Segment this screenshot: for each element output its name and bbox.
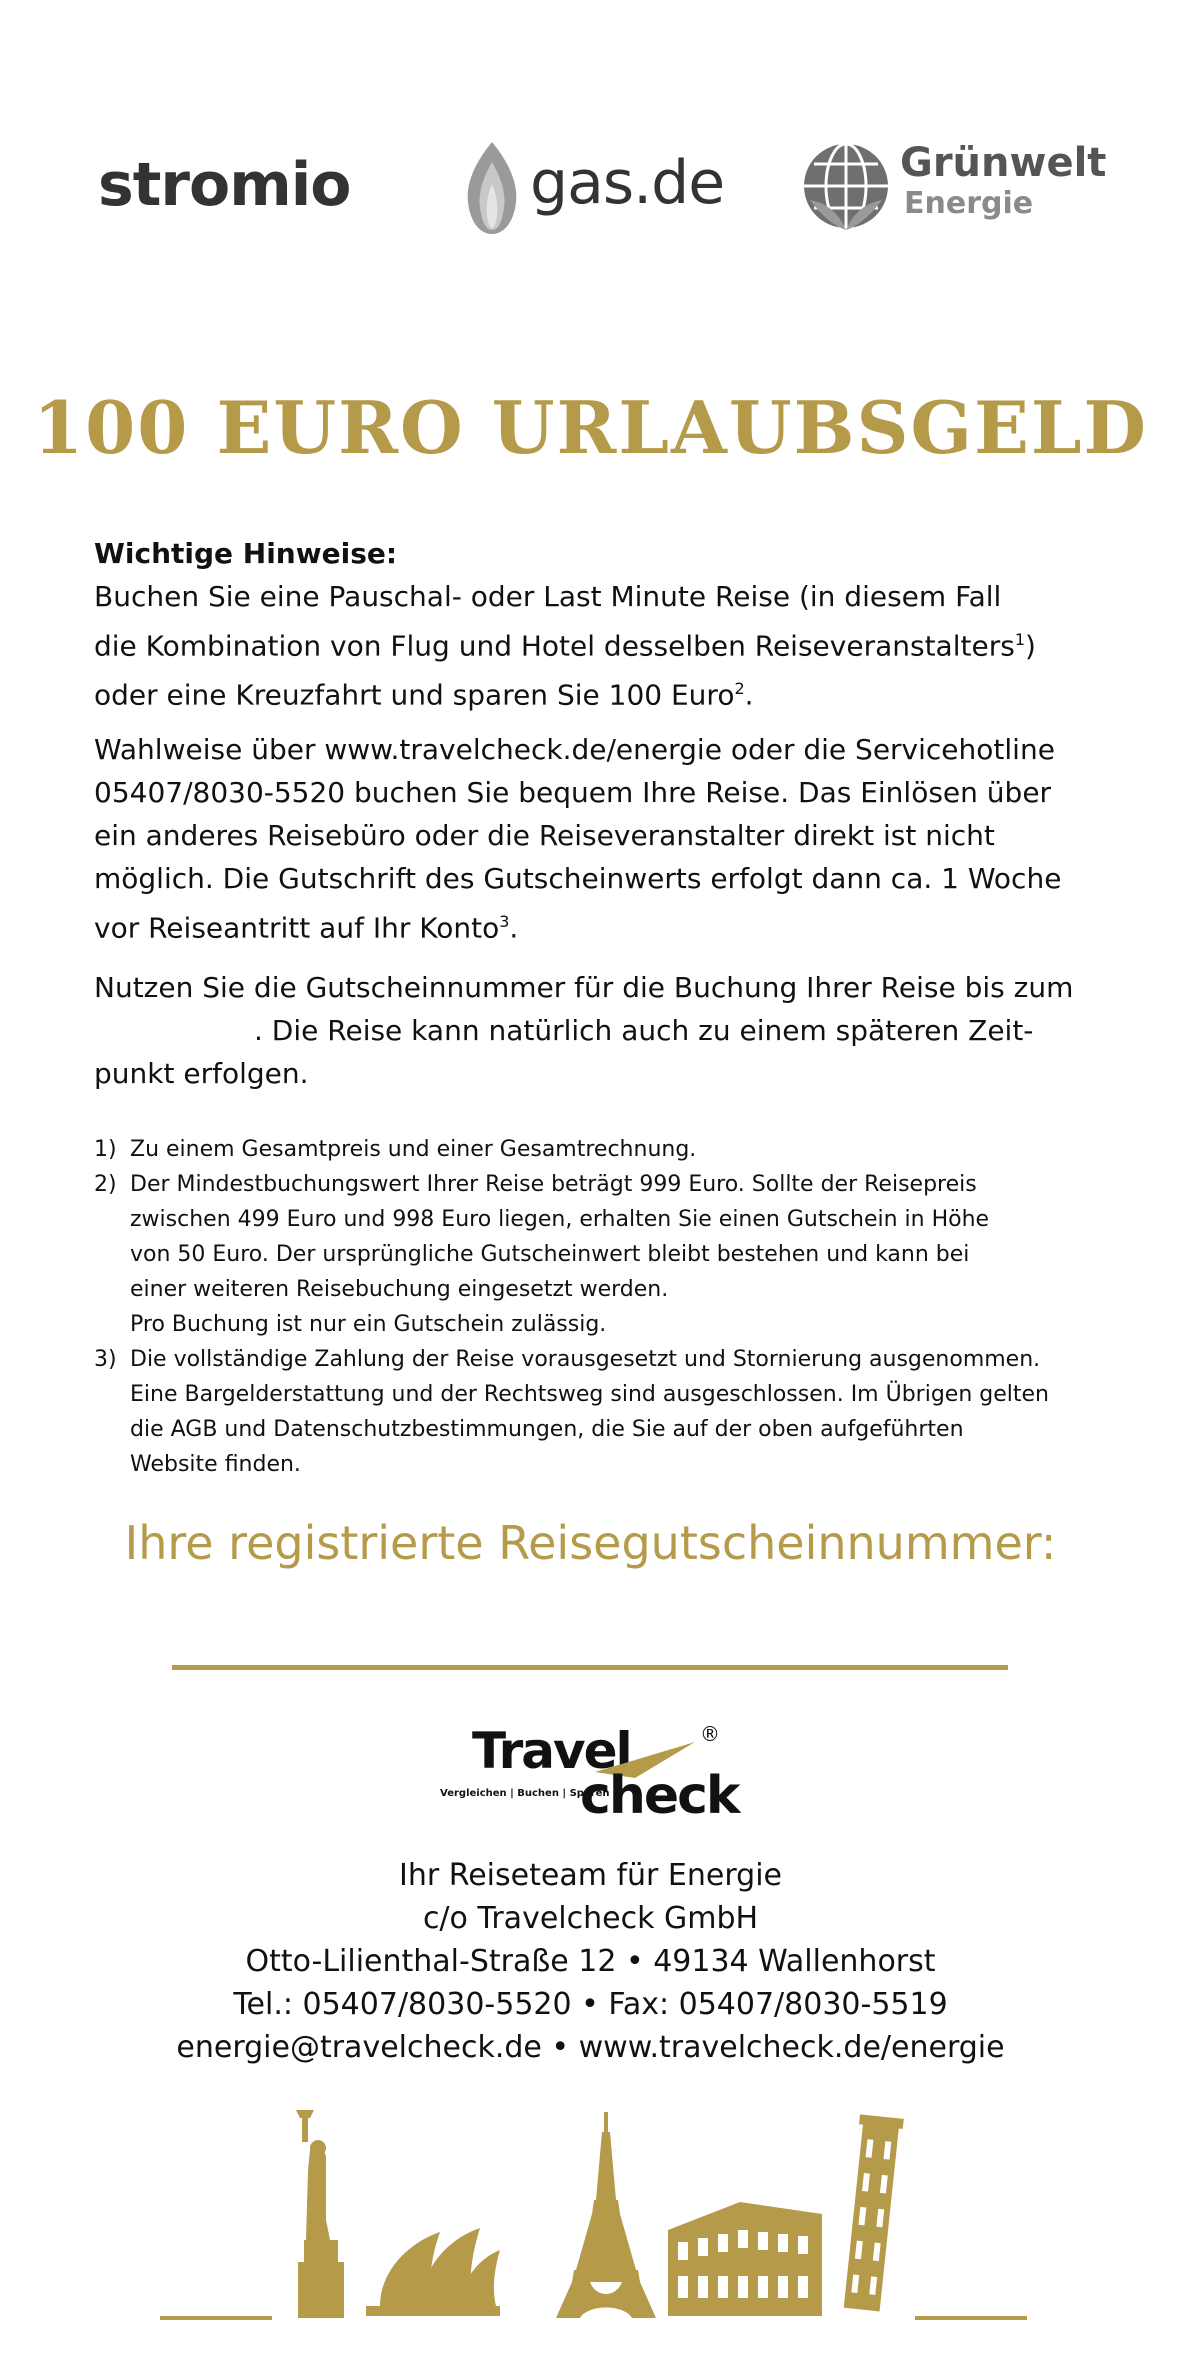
gruenwelt-logo-line2: Energie [904, 186, 1034, 221]
paragraph-redemption [94, 728, 1124, 949]
paragraph-line: die Kombination von Flug und Hotel desselben Reiseveranstalters$^1$) [94, 629, 1036, 663]
address-line: energie@travelcheck.de • www.travelcheck.de/energie [176, 2030, 1005, 2065]
footnote-line: Pro Buchung ist nur ein Gutschein zulässig. [130, 1312, 607, 1337]
paragraph-validity [94, 966, 1124, 1095]
footnote-number: 1) [94, 1137, 117, 1162]
address-line: Otto-Lilienthal-Straße 12 • 49134 Wallenhorst [245, 1944, 936, 1979]
sydney-opera-house-icon [366, 2228, 500, 2316]
paragraph-line: Wahlweise über www.travelcheck.de/energie oder die Servicehotline [94, 733, 1055, 766]
footnote-item [94, 1132, 1134, 1167]
travelcheck-logo-travel: Travel [472, 1722, 631, 1780]
stromio-logo [98, 150, 351, 220]
footnote-number: 2) [94, 1172, 117, 1197]
landmarks-skyline [0, 2110, 1181, 2330]
footnote-line: Die vollständige Zahlung der Reise vorausgesetzt und Stornierung ausgenommen. [130, 1347, 1041, 1372]
travelcheck-logo-check: check [580, 1766, 739, 1826]
paragraph-line: Nutzen Sie die Gutscheinnummer für die Buchung Ihrer Reise bis zum [94, 971, 1074, 1004]
statue-of-liberty-icon [296, 2110, 344, 2318]
paragraph-line: punkt erfolgen. [94, 1057, 309, 1090]
paragraph-line: möglich. Die Gutschrift des Gutscheinwerts erfolgt dann ca. 1 Woche [94, 862, 1062, 895]
footnotes [94, 1132, 1134, 1482]
footnote-line: Eine Bargelderstattung und der Rechtsweg sind ausgeschlossen. Im Übrigen gelten [130, 1382, 1049, 1407]
address-line: Ihr Reiseteam für Energie [399, 1858, 782, 1893]
paragraph-line: 05407/8030-5520 buchen Sie bequem Ihre Reise. Das Einlösen über [94, 776, 1052, 809]
footnote-line: einer weiteren Reisebuchung eingesetzt werden. [130, 1277, 669, 1302]
skyline-line-left [160, 2316, 272, 2320]
flame-icon [460, 140, 524, 236]
footnote-item [94, 1167, 1134, 1342]
travelcheck-logo [440, 1722, 740, 1826]
footnote-item [94, 1342, 1134, 1482]
footnote-line: Website finden. [130, 1452, 301, 1477]
gasde-logo-text: gas.de [530, 148, 725, 218]
eiffel-tower-icon [556, 2112, 656, 2318]
paragraph-line: vor Reiseantritt auf Ihr Konto$^3$. [94, 911, 519, 945]
globe-icon [800, 140, 892, 232]
address-line: c/o Travelcheck GmbH [422, 1901, 759, 1936]
skyline-line-right [915, 2316, 1027, 2320]
registered-mark: ® [700, 1722, 720, 1746]
leaning-tower-pisa-icon [840, 2114, 904, 2312]
footnote-line: Zu einem Gesamtpreis und einer Gesamtrechnung. [130, 1137, 697, 1162]
footnote-number: 3) [94, 1347, 117, 1372]
paragraph-line: ein anderes Reisebüro oder die Reiseveranstalter direkt ist nicht [94, 819, 995, 852]
paragraph-line: Buchen Sie eine Pauschal- oder Last Minute Reise (in diesem Fall [94, 580, 1002, 613]
paragraph-booking [94, 575, 1124, 717]
footnote-line: die AGB und Datenschutzbestimmungen, die Sie auf der oben aufgeführten [130, 1417, 964, 1442]
voucher-number-line [172, 1665, 1008, 1670]
voucher-number-label: Ihre registrierte Reisegutscheinnummer: [124, 1516, 1057, 1570]
footnote-line: von 50 Euro. Der ursprüngliche Gutscheinwert bleibt bestehen und kann bei [130, 1242, 970, 1267]
page-title: 100 EURO URLAUBSGELD [33, 385, 1148, 470]
colosseum-icon [668, 2202, 822, 2316]
travelcheck-tagline: Vergleichen | Buchen | Sparen [440, 1788, 610, 1799]
address-line: Tel.: 05407/8030-5520 • Fax: 05407/8030-5519 [233, 1987, 948, 2022]
gruenwelt-logo-line1: Grünwelt [900, 140, 1107, 186]
hinweise-heading: Wichtige Hinweise: [94, 537, 398, 570]
stromio-logo-text: stromio [98, 150, 351, 220]
footnote-line: zwischen 499 Euro und 998 Euro liegen, erhalten Sie einen Gutschein in Höhe [130, 1207, 990, 1232]
footnote-line: Der Mindestbuchungswert Ihrer Reise beträgt 999 Euro. Sollte der Reisepreis [130, 1172, 977, 1197]
paragraph-line: . Die Reise kann natürlich auch zu einem späteren Zeit- [254, 1014, 1034, 1047]
paragraph-line: oder eine Kreuzfahrt und sparen Sie 100 Euro$^2$. [94, 678, 754, 712]
